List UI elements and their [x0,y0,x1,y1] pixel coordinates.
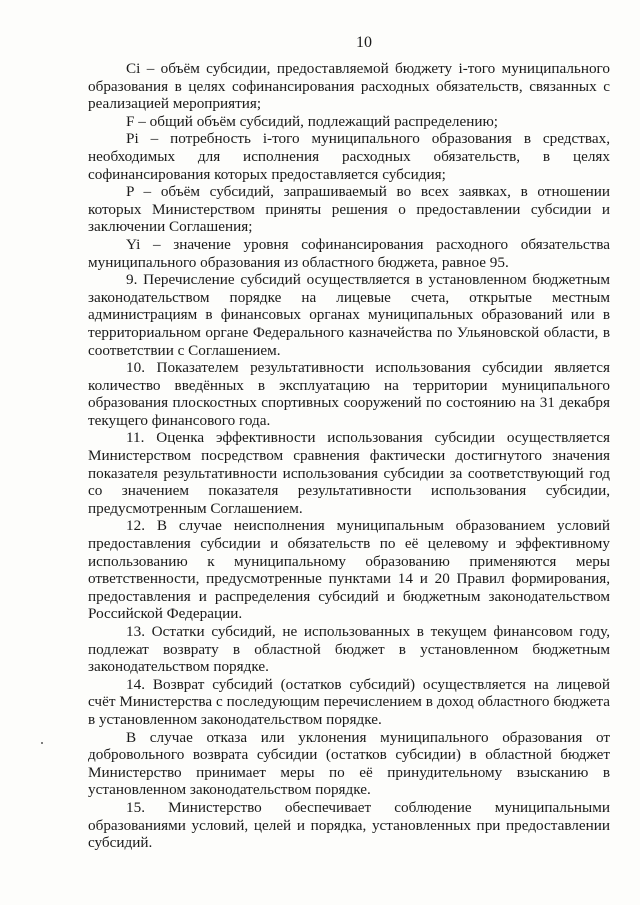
definition-ci: Ci – объём субсидии, предоставляемой бюджету i-того муниципального образования в целях софинансирования расходных обязательств, связанных с реализацией мероприятия; [88,60,610,113]
paragraph-13: 13. Остатки субсидий, не использованных в текущем финансовом году, подлежат возврату в областной бюджет в установленном бюджетным законодательством порядке. [88,623,610,676]
definition-pi: Pi – потребность i-того муниципального образования в средствах, необходимых для исполнения расходных обязательств, в целях софинансирования которых предоставляется субсидия; [88,130,610,183]
paragraph-12: 12. В случае неисполнения муниципальным образованием условий предоставления субсидии и обязательств по её целевому и эффективному использованию к муниципальному образованию применяются меры ответственности, предусмотренные пунктами 14 и 20 Правил формирования, предоставления и распределения субсидий и бюджетным законодательством Российской Федерации. [88,517,610,623]
paragraph-14-refusal: В случае отказа или уклонения муниципального образования от добровольного возврата субсидии (остатков субсидии) в областной бюджет Министерство принимает меры по её принудительному взысканию в установленном законодательством порядке. [88,728,610,799]
scan-speck [41,742,43,744]
paragraph-15: 15. Министерство обеспечивает соблюдение муниципальными образованиями условий, целей и порядка, установленных при предоставлении субсидий. [88,798,610,852]
paragraph-14: 14. Возврат субсидий (остатков субсидий) осуществляется на лицевой счёт Министерства с последующим перечислением в доход областного бюджета в установленном законодательством порядке. [88,675,610,728]
paragraph-9: 9. Перечисление субсидий осуществляется в установленном бюджетным законодательством порядке на лицевые счета, открытые местным администрациям в финансовых органах муниципальных образований или в территориальном органе Федерального казначейства по Ульяновской области, в соответствии с Соглашением. [88,271,610,359]
formula-definitions [88,60,610,271]
document-body [88,271,610,852]
paragraph-10: 10. Показателем результативности использования субсидии является количество введённых в эксплуатацию на территории муниципального образования плоскостных спортивных сооружений по состоянию на 31 декабря текущего финансового года. [88,359,610,429]
definition-p: P – объём субсидий, запрашиваемый во всех заявках, в отношении которых Министерством приняты решения о предоставлении субсидии и заключении Соглашения; [88,183,610,236]
page-number: 10 [356,34,372,51]
definition-f: F – общий объём субсидий, подлежащий распределению; [126,112,499,130]
definition-yi: Yi – значение уровня софинансирования расходного обязательства муниципального образования из областного бюджета, равное 95. [88,235,610,271]
paragraph-11: 11. Оценка эффективности использования субсидии осуществляется Министерством посредством сравнения фактически достигнутого значения показателя результативности использования субсидии за соответствующий год со значением показателя результативности использования субсидии, предусмотренным Соглашением. [88,429,610,517]
